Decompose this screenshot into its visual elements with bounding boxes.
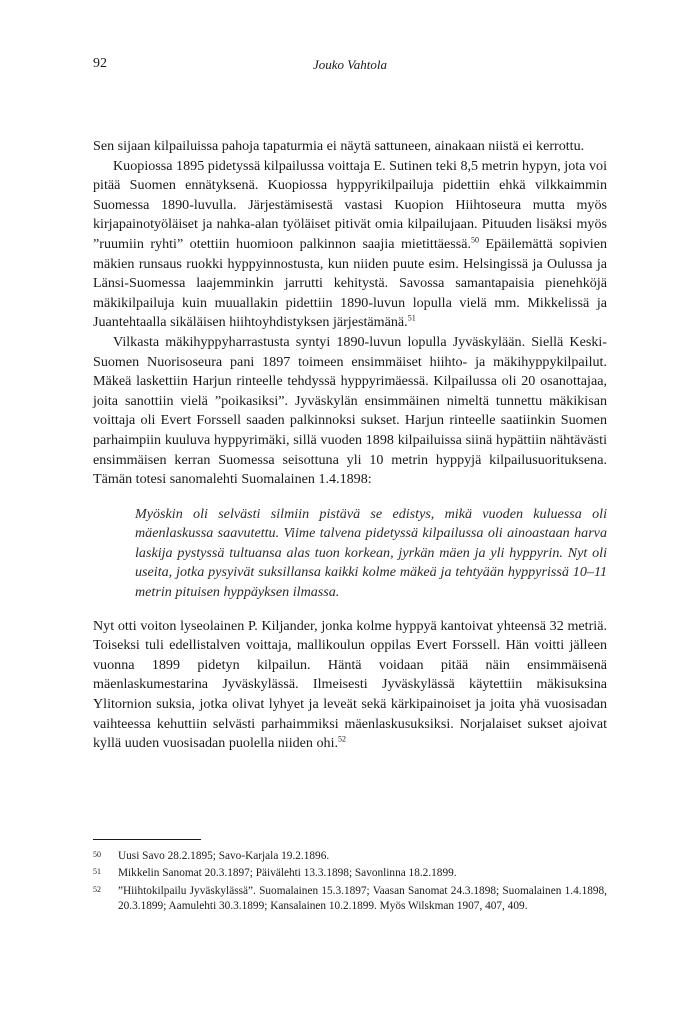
footnote: [93, 884, 607, 915]
running-head-author: Jouko Vahtola: [312, 57, 387, 72]
footnote: [93, 866, 607, 881]
paragraph: Vilkasta mäkihyppyharrastusta syntyi 1890-luvun lopulla Jyväskylään. Siellä Keski-Suomen Nuorisoseura pani 1897 toimeen ensimmäiset hiihto- ja mäkihyppykilpailut. Mäkeä laskettiin Harjun rinteelle tehdyssä hyppyrimäessä. Kilpailussa oli 20 osanottajaa, joita sanottiin vielä ”poikasiksi”. Jyväskylän ensimmäinen nimeltä tunnettu mäkikisan voittaja oli Evert Forssell saaden palkinnoksi sukset. Harjun rinteelle saatiinkin Suomen parhaimpiin kuuluva hyppyrimäki, sillä vuoden 1898 kilpailuissa siinä hypättiin nähtävästi ensimmäisen kerran Suomessa seisottuna yli 10 metrin hyppyjä kilpailusuorituksena. Tämän totesi sanomalehti Suomalainen 1.4.1898:: [93, 333, 607, 488]
footnote-number: 50: [93, 850, 101, 859]
footnote-ref[interactable]: 51: [407, 313, 416, 323]
footnote-number: 52: [93, 884, 101, 894]
main-text: [93, 137, 607, 754]
footnote-ref[interactable]: 50: [471, 235, 480, 245]
paragraph: Sen sijaan kilpailuissa pahoja tapaturmia ei näytä sattuneen, ainakaan niistä ei kerrottu.: [93, 138, 585, 154]
quote-text: Myöskin oli selvästi silmiin pistävä se edistys, mikä vuoden kuluessa oli mäenlaskussa saavutettu. Viime talvena pidetyssä kilpailussa oli ainoastaan harva laskija pystyssä tultuansa alas tuon korkean, jyrkän mäen ja yli hyppyrin. Nyt oli useita, jotka pysyivät suksillansa kaikki kolme mäkeä ja tehtyään hyppyrissä 10–11 metrin pituisen hyppäyksen ilmassa.: [135, 505, 607, 601]
footnotes: [93, 839, 607, 917]
footnote: [93, 849, 607, 864]
footnote-number: 51: [93, 867, 101, 877]
page-header: [93, 56, 607, 76]
page-number: 92: [93, 56, 107, 71]
footnote-text: Uusi Savo 28.2.1895; Savo-Karjala 19.2.1896.: [118, 850, 330, 862]
block-quote: [135, 505, 607, 603]
paragraph: Nyt otti voiton lyseolainen P. Kiljander, jonka kolme hyppyä kantoivat yhteensä 32 metriä. Toiseksi tuli edellistalven voittaja, mallikoulun oppilas Evert Forssell. Hän voitti jälleen vuonna 1899 pidetyn kilpailun. Häntä voidaan pitää näin ensimmäisenä mäenlaskumestarina Jyväskylässä. Ilmeisesti Jyväskylässä käytettiin mäkisuksina Ylitornion suksia, jotka olivat lyhyet ja leveät sekä kärkipainoiset ja joita yhä vuosisadan vaihteessa kehuttiin selvästi parhaimmiksi mäenlaskusuksiksi. Norjalaiset sukset ajoivat kyllä uuden vuosisadan puolella niiden ohi.$^{52}$: [93, 617, 607, 752]
footnote-text: ”Hiihtokilpailu Jyväskylässä”. Suomalainen 15.3.1897; Vaasan Sanomat 24.3.1898; Suomalainen 1.4.1898, 20.3.1899; Aamulehti 30.3.1899; Kansalainen 10.2.1899. Myös Wilskman 1907, 407, 409.: [118, 884, 607, 913]
footnote-text: Mikkelin Sanomat 20.3.1897; Päivälehti 13.3.1898; Savonlinna 18.2.1899.: [118, 867, 457, 880]
footnote-ref[interactable]: 52: [338, 734, 347, 744]
paragraph: Kuopiossa 1895 pidetyssä kilpailussa voittaja E. Sutinen teki 8,5 metrin hypyn, jota voi pitää Suomen ennätyksenä. Kuopiossa hyppyrikilpailuja pidettiin ehkä vilkkaimmin Suomessa 1890-luvulla. Järjestämisestä vastasi Kuopion Hiihtoseura mutta myös kirjapainotyöläiset ja nahka-alan työläiset pitivät omia kilpailujaan. Pituuden lisäksi myös ”ruumiin ryhti” otettiin huomioon palkinnon saajia mietittäessä.$^{50}$ Epäilemättä sopivien mäkien runsaus ruokki hyppyinnostusta, kun niiden puute esim. Helsingissä ja Oulussa ja Länsi-Suomessa laajemminkin jarrutti kehitystä. Savossa samantapaisia pienehköjä mäkikilpailuja kuin muuallakin pidettiin 1890-luvun lopulla vielä mm. Mikkelissä ja Juantehtaalla sikäläisen hiihtoyhdistyksen järjestämänä.$^{51}$: [93, 157, 607, 331]
footnote-separator: [93, 839, 201, 840]
